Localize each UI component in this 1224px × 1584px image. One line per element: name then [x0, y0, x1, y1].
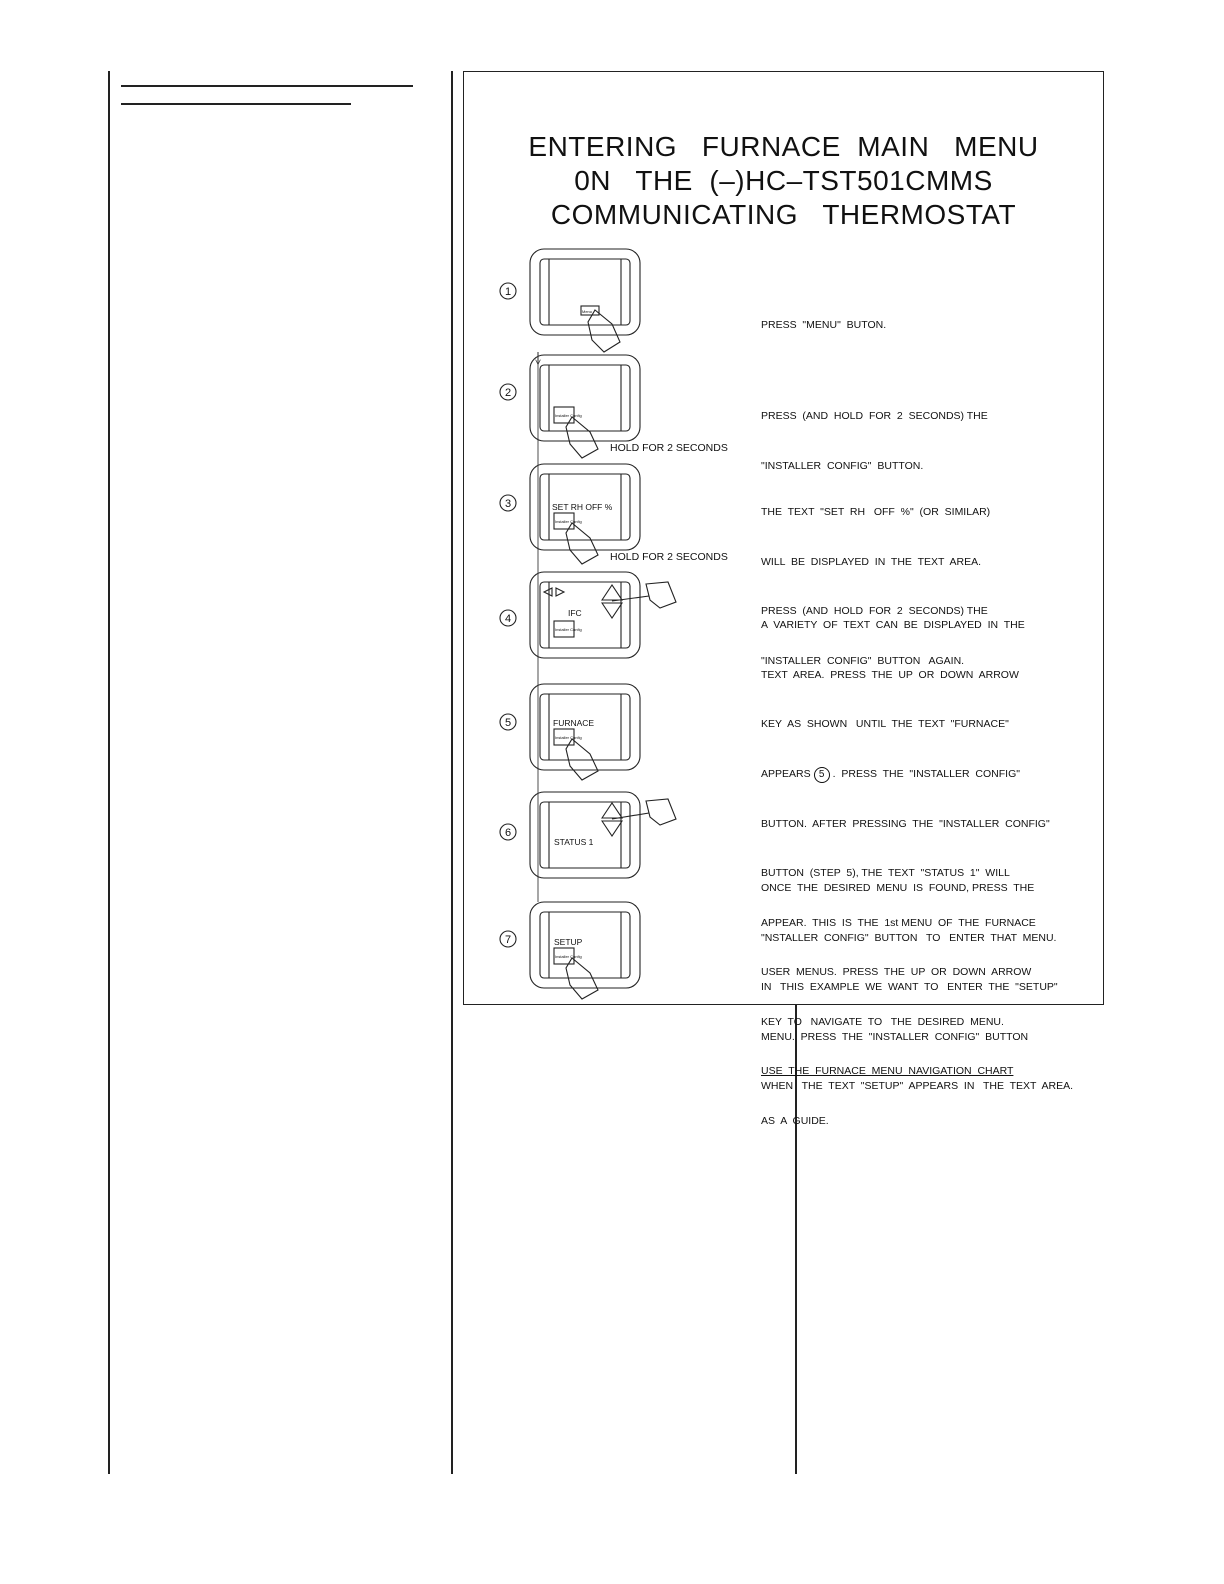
step-5-number: 5	[504, 717, 512, 729]
step-1-instruction-line: PRESS "MENU" BUTON.	[761, 319, 887, 331]
step-3-instruction-line: THE TEXT "SET RH OFF %" (OR SIMILAR)	[761, 506, 991, 518]
appears-suffix: . PRESS THE "INSTALLER CONFIG"	[832, 767, 1020, 780]
step-3-instruction-line: WILL BE DISPLAYED IN THE TEXT AREA.	[761, 555, 981, 568]
step-3-instruction-line: PRESS (AND HOLD FOR 2 SECONDS) THE	[761, 605, 988, 617]
step-6-thermostat	[500, 792, 676, 878]
step-1-button-label: Menu	[582, 309, 593, 314]
step-6-number: 6	[504, 827, 512, 839]
figure-title-line-1: ENTERING FURNACE MAIN MENU	[528, 131, 1039, 162]
step-4-instruction-line: BUTTON (STEP 5), THE TEXT "STATUS 1" WILL	[761, 867, 1010, 879]
step-4-instruction-line: BUTTON. AFTER PRESSING THE "INSTALLER CONFIG"	[761, 817, 1050, 830]
navigation-chart-reference: USE THE FURNACE MENU NAVIGATION CHART	[761, 1065, 1014, 1077]
step-3-number: 3	[504, 498, 512, 510]
step-1-thermostat	[500, 249, 640, 352]
step-4-instruction-line: TEXT AREA. PRESS THE UP OR DOWN ARROW	[761, 668, 1019, 681]
step-6-screen-text: STATUS 1	[554, 837, 594, 847]
appears-word: APPEARS	[761, 767, 811, 780]
step-2-instruction-line: PRESS (AND HOLD FOR 2 SECONDS) THE	[761, 410, 988, 422]
step-4-instruction-line: USER MENUS. PRESS THE UP OR DOWN ARROW	[761, 966, 1032, 978]
step-7-button-label: Installer Config	[555, 954, 582, 959]
figure-title-line-2: 0N THE (–)HC–TST501CMMS	[574, 165, 993, 196]
step-6-instruction	[761, 847, 1073, 1128]
step-7-thermostat	[500, 902, 640, 999]
step-4-instruction-line: KEY AS SHOWN UNTIL THE TEXT "FURNACE"	[761, 718, 1009, 730]
step-4-thermostat	[500, 572, 676, 658]
middle-column-rule	[451, 71, 453, 1474]
figure-title-line-3: COMMUNICATING THERMOSTAT	[550, 199, 1017, 230]
step-6-instruction-line: IN THIS EXAMPLE WE WANT TO ENTER THE "SETUP"	[761, 981, 1058, 993]
step-7-screen-text: SETUP	[554, 937, 583, 947]
step-3-screen-text: SET RH OFF %	[552, 502, 613, 512]
header-rule-short	[121, 103, 351, 105]
step-5-reference-badge: 5	[814, 767, 830, 783]
header-rule-long	[121, 85, 413, 87]
step-4-instruction-line: A VARIETY OF TEXT CAN BE DISPLAYED IN THE	[761, 619, 1025, 631]
furnace-menu-figure	[463, 71, 1104, 1127]
step-3-instruction-line: "INSTALLER CONFIG" BUTTON AGAIN.	[761, 654, 965, 667]
step-3-hold-caption: HOLD FOR 2 SECONDS	[610, 551, 728, 563]
step-4-screen-text: IFC	[568, 608, 582, 618]
step-2-hold-caption: HOLD FOR 2 SECONDS	[610, 442, 728, 454]
step-5-screen-text: FURNACE	[553, 718, 595, 728]
step-4-instruction-line-appears	[761, 766, 1050, 783]
step-2-instruction-line: "INSTALLER CONFIG" BUTTON.	[761, 459, 924, 472]
step-5-button-label: Installer Config	[555, 735, 582, 740]
step-2-button-label: Installer Config	[555, 413, 582, 418]
step-1-number: 1	[504, 286, 512, 298]
step-4-number: 4	[504, 613, 512, 625]
step-4-button-label: Installer Config	[555, 627, 582, 632]
step-1-instruction	[761, 284, 886, 367]
left-column-rule	[108, 71, 110, 1474]
step-6-instruction-line: WHEN THE TEXT "SETUP" APPEARS IN THE TEXT AREA.	[761, 1080, 1074, 1092]
step-4-instruction-line: KEY TO NAVIGATE TO THE DESIRED MENU.	[761, 1015, 1004, 1028]
step-3-button-label: Installer Config	[555, 519, 582, 524]
step-4-instruction-line: AS A GUIDE.	[761, 1114, 829, 1127]
step-7-number: 7	[504, 934, 512, 946]
step-2-number: 2	[504, 387, 512, 399]
step-5-thermostat	[500, 684, 640, 780]
step-6-instruction-line: MENU. PRESS THE "INSTALLER CONFIG" BUTTON	[761, 1030, 1029, 1043]
step-4-instruction-line: APPEAR. THIS IS THE 1st MENU OF THE FURNACE	[761, 916, 1036, 929]
step-3-thermostat	[500, 464, 640, 564]
step-6-instruction-line: ONCE THE DESIRED MENU IS FOUND, PRESS THE	[761, 882, 1035, 894]
step-6-instruction-line: "NSTALLER CONFIG" BUTTON TO ENTER THAT MENU.	[761, 931, 1057, 944]
